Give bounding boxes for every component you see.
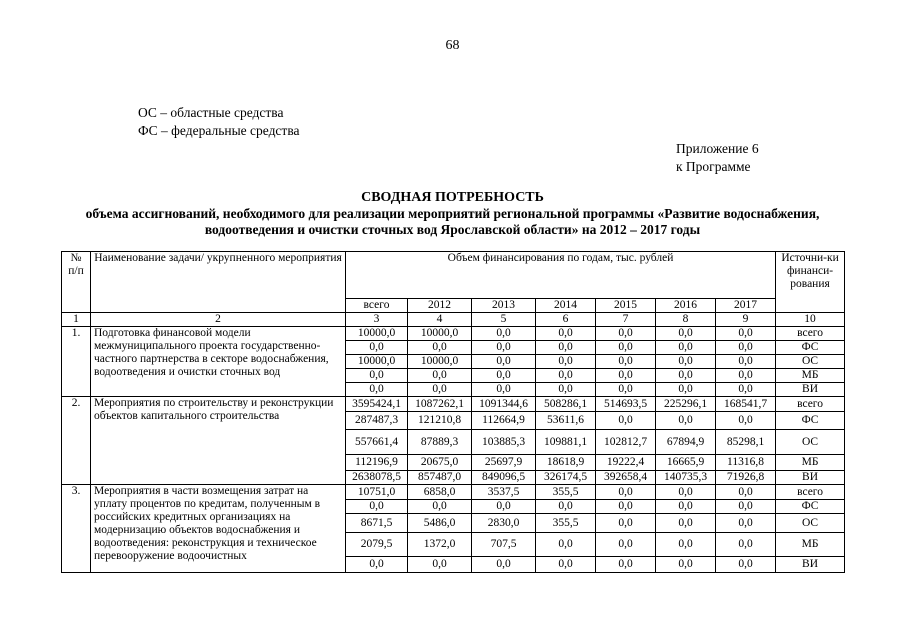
header-year: всего <box>346 299 408 313</box>
value-cell: 2830,0 <box>472 514 536 533</box>
value-cell: 392658,4 <box>596 471 656 485</box>
header-year: 2012 <box>408 299 472 313</box>
source-cell: всего <box>776 397 845 412</box>
value-cell: 2079,5 <box>346 533 408 557</box>
header-col-number: 4 <box>408 313 472 327</box>
header-volume: Объем финансирования по годам, тыс. рублей <box>346 252 776 299</box>
header-col-number: 5 <box>472 313 536 327</box>
value-cell: 10000,0 <box>346 327 408 341</box>
legend-line-fs: ФС – федеральные средства <box>138 123 300 138</box>
value-cell: 0,0 <box>716 485 776 500</box>
value-cell: 508286,1 <box>536 397 596 412</box>
value-cell: 0,0 <box>596 485 656 500</box>
value-cell: 0,0 <box>716 355 776 369</box>
value-cell: 0,0 <box>346 557 408 573</box>
header-col-number: 3 <box>346 313 408 327</box>
source-cell: МБ <box>776 369 845 383</box>
value-cell: 0,0 <box>596 355 656 369</box>
value-cell: 0,0 <box>656 533 716 557</box>
value-cell: 0,0 <box>596 369 656 383</box>
header-year: 2016 <box>656 299 716 313</box>
item-name: Мероприятия по строительству и реконструкции объектов капитального строительства <box>91 397 346 485</box>
value-cell: 0,0 <box>656 327 716 341</box>
value-cell: 6858,0 <box>408 485 472 500</box>
source-cell: ВИ <box>776 557 845 573</box>
value-cell: 0,0 <box>346 500 408 514</box>
header-col-number: 1 <box>62 313 91 327</box>
value-cell: 0,0 <box>472 383 536 397</box>
value-cell: 0,0 <box>656 485 716 500</box>
value-cell: 326174,5 <box>536 471 596 485</box>
source-cell: ОС <box>776 514 845 533</box>
source-cell: ФС <box>776 412 845 430</box>
value-cell: 10751,0 <box>346 485 408 500</box>
item-number: 1. <box>62 327 91 397</box>
value-cell: 8671,5 <box>346 514 408 533</box>
value-cell: 112196,9 <box>346 455 408 471</box>
value-cell: 3537,5 <box>472 485 536 500</box>
value-cell: 0,0 <box>716 383 776 397</box>
header-col-number: 2 <box>91 313 346 327</box>
value-cell: 168541,7 <box>716 397 776 412</box>
value-cell: 0,0 <box>346 383 408 397</box>
value-cell: 0,0 <box>536 557 596 573</box>
header-col-number: 7 <box>596 313 656 327</box>
value-cell: 11316,8 <box>716 455 776 471</box>
legend-line-os: ОС – областные средства <box>138 105 284 120</box>
value-cell: 0,0 <box>596 412 656 430</box>
value-cell: 287487,3 <box>346 412 408 430</box>
value-cell: 0,0 <box>716 369 776 383</box>
value-cell: 19222,4 <box>596 455 656 471</box>
value-cell: 102812,7 <box>596 430 656 455</box>
header-col-number: 10 <box>776 313 845 327</box>
value-cell: 0,0 <box>472 341 536 355</box>
value-cell: 0,0 <box>716 514 776 533</box>
value-cell: 0,0 <box>536 327 596 341</box>
value-cell: 3595424,1 <box>346 397 408 412</box>
value-cell: 0,0 <box>716 341 776 355</box>
source-cell: всего <box>776 327 845 341</box>
value-cell: 0,0 <box>596 500 656 514</box>
value-cell: 0,0 <box>596 557 656 573</box>
header-source: Источни-ки финанси-рования <box>776 252 845 313</box>
document-subtitle: объема ассигнований, необходимого для реализации мероприятий региональной программы «Развитие водоснабжения, водоотведения и очистки сточных вод Ярославской области» на 2012 – 2017 годы <box>85 206 820 237</box>
value-cell: 0,0 <box>536 369 596 383</box>
value-cell: 0,0 <box>716 500 776 514</box>
source-cell: ОС <box>776 430 845 455</box>
source-cell: МБ <box>776 455 845 471</box>
value-cell: 67894,9 <box>656 430 716 455</box>
value-cell: 2638078,5 <box>346 471 408 485</box>
value-cell: 0,0 <box>346 341 408 355</box>
value-cell: 18618,9 <box>536 455 596 471</box>
value-cell: 87889,3 <box>408 430 472 455</box>
document-title: СВОДНАЯ ПОТРЕБНОСТЬ <box>361 190 544 205</box>
source-cell: ФС <box>776 500 845 514</box>
source-cell: МБ <box>776 533 845 557</box>
value-cell: 140735,3 <box>656 471 716 485</box>
value-cell: 112664,9 <box>472 412 536 430</box>
header-name: Наименование задачи/ укрупненного мероприятия <box>91 252 346 313</box>
value-cell: 0,0 <box>346 369 408 383</box>
value-cell: 0,0 <box>472 327 536 341</box>
header-col-number: 6 <box>536 313 596 327</box>
value-cell: 0,0 <box>656 500 716 514</box>
value-cell: 225296,1 <box>656 397 716 412</box>
source-cell: ОС <box>776 355 845 369</box>
value-cell: 0,0 <box>656 383 716 397</box>
value-cell: 0,0 <box>716 327 776 341</box>
value-cell: 0,0 <box>596 533 656 557</box>
source-cell: ФС <box>776 341 845 355</box>
value-cell: 355,5 <box>536 514 596 533</box>
header-year: 2015 <box>596 299 656 313</box>
value-cell: 1091344,6 <box>472 397 536 412</box>
value-cell: 85298,1 <box>716 430 776 455</box>
value-cell: 0,0 <box>716 533 776 557</box>
header-year: 2013 <box>472 299 536 313</box>
value-cell: 0,0 <box>472 500 536 514</box>
source-cell: ВИ <box>776 471 845 485</box>
value-cell: 0,0 <box>656 557 716 573</box>
value-cell: 0,0 <box>536 355 596 369</box>
value-cell: 0,0 <box>536 533 596 557</box>
value-cell: 109881,1 <box>536 430 596 455</box>
value-cell: 71926,8 <box>716 471 776 485</box>
item-name: Подготовка финансовой модели межмуниципального проекта государственно-частного партнерства в секторе водоснабжения, водоотведения и очистки сточных вод <box>91 327 346 397</box>
item-name: Мероприятия в части возмещения затрат на уплату процентов по кредитам, полученным в российских кредитных организациях на модернизацию объектов водоснабжения и водоотведения: реконструкция и техническое перевооружение водоочистных <box>91 485 346 573</box>
value-cell: 103885,3 <box>472 430 536 455</box>
value-cell: 0,0 <box>536 383 596 397</box>
header-col-number: 8 <box>656 313 716 327</box>
value-cell: 10000,0 <box>346 355 408 369</box>
annex-line-1: Приложение 6 <box>676 141 759 156</box>
value-cell: 0,0 <box>656 341 716 355</box>
value-cell: 0,0 <box>536 341 596 355</box>
item-number: 3. <box>62 485 91 573</box>
table-row <box>62 485 845 500</box>
source-cell: ВИ <box>776 383 845 397</box>
value-cell: 0,0 <box>716 557 776 573</box>
value-cell: 707,5 <box>472 533 536 557</box>
value-cell: 0,0 <box>472 355 536 369</box>
value-cell: 5486,0 <box>408 514 472 533</box>
value-cell: 0,0 <box>596 514 656 533</box>
value-cell: 10000,0 <box>408 355 472 369</box>
value-cell: 849096,5 <box>472 471 536 485</box>
value-cell: 0,0 <box>472 369 536 383</box>
value-cell: 121210,8 <box>408 412 472 430</box>
value-cell: 0,0 <box>656 369 716 383</box>
value-cell: 0,0 <box>408 557 472 573</box>
value-cell: 25697,9 <box>472 455 536 471</box>
value-cell: 0,0 <box>656 514 716 533</box>
header-num: № п/п <box>62 252 91 313</box>
table-row <box>62 327 845 341</box>
value-cell: 53611,6 <box>536 412 596 430</box>
value-cell: 0,0 <box>596 327 656 341</box>
value-cell: 0,0 <box>408 383 472 397</box>
value-cell: 857487,0 <box>408 471 472 485</box>
value-cell: 20675,0 <box>408 455 472 471</box>
value-cell: 1087262,1 <box>408 397 472 412</box>
value-cell: 0,0 <box>656 412 716 430</box>
value-cell: 10000,0 <box>408 327 472 341</box>
page-number: 68 <box>445 38 460 53</box>
annex-label <box>676 140 759 176</box>
value-cell: 0,0 <box>596 341 656 355</box>
value-cell: 0,0 <box>408 500 472 514</box>
value-cell: 0,0 <box>596 383 656 397</box>
header-year: 2014 <box>536 299 596 313</box>
annex-line-2: к Программе <box>676 159 751 174</box>
value-cell: 557661,4 <box>346 430 408 455</box>
funding-table <box>61 251 845 573</box>
value-cell: 0,0 <box>716 412 776 430</box>
value-cell: 355,5 <box>536 485 596 500</box>
funding-legend <box>138 104 300 140</box>
value-cell: 514693,5 <box>596 397 656 412</box>
value-cell: 1372,0 <box>408 533 472 557</box>
header-col-number: 9 <box>716 313 776 327</box>
value-cell: 0,0 <box>536 500 596 514</box>
header-year: 2017 <box>716 299 776 313</box>
value-cell: 0,0 <box>408 341 472 355</box>
source-cell: всего <box>776 485 845 500</box>
value-cell: 0,0 <box>656 355 716 369</box>
value-cell: 0,0 <box>472 557 536 573</box>
value-cell: 0,0 <box>408 369 472 383</box>
item-number: 2. <box>62 397 91 485</box>
value-cell: 16665,9 <box>656 455 716 471</box>
table-row <box>62 397 845 412</box>
